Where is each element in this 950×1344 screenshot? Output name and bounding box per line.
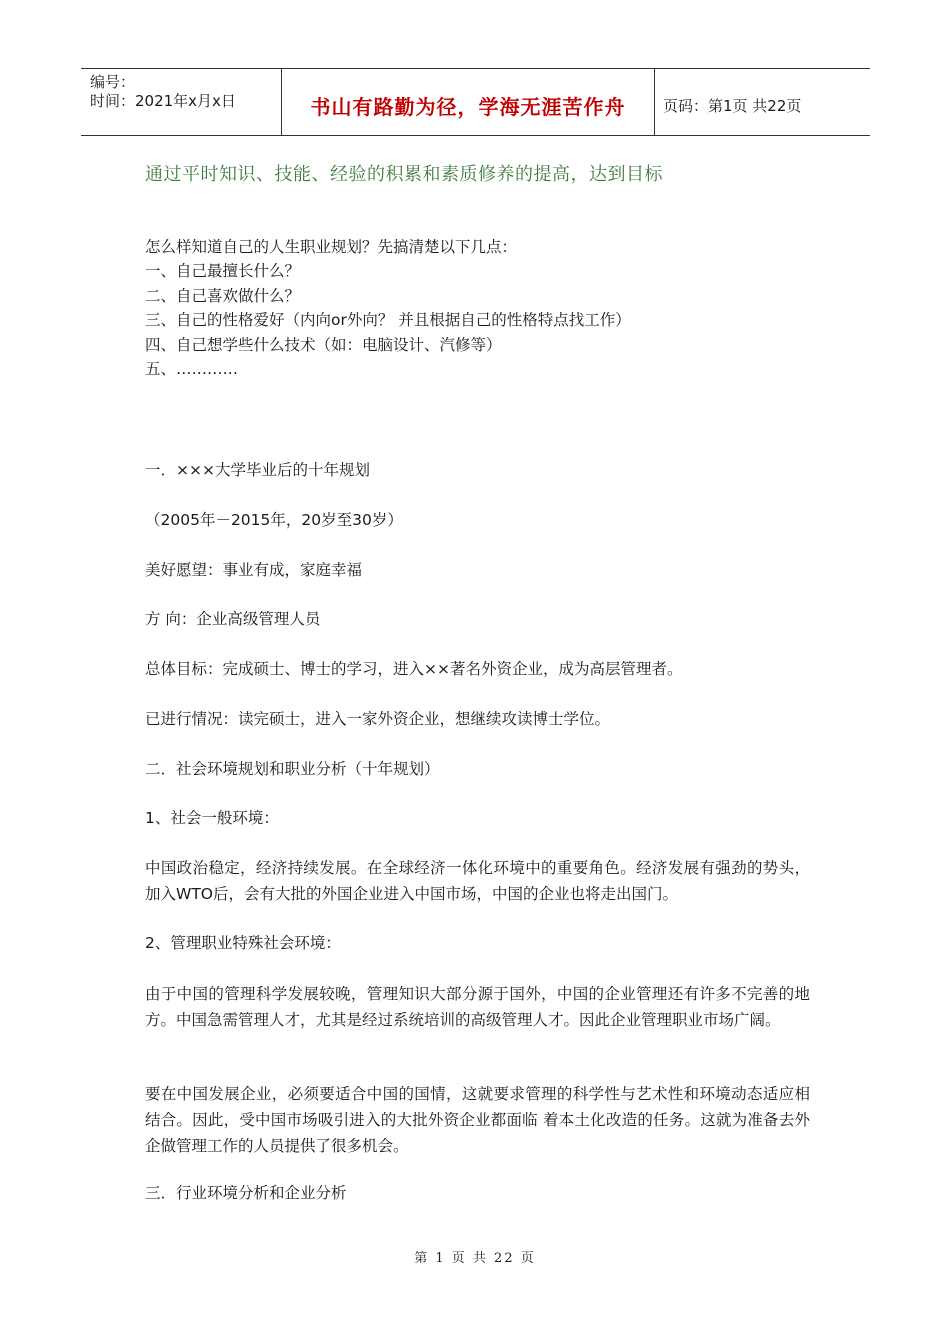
plan-direction: 方 向：企业高级管理人员 xyxy=(145,610,321,628)
intro-item: 一、自己最擅长什么？ xyxy=(145,262,301,280)
paragraph-1: 中国政治稳定，经济持续发展。在全球经济一体化环境中的重要角色。经济发展有强劲的势头，加入WTO后，会有大批的外国企业进入中国市场，中国的企业也将走出国门。 xyxy=(145,859,810,903)
tagline: 通过平时知识、技能、经验的积累和素质修养的提高，达到目标 xyxy=(145,164,663,185)
intro-item: 三、自己的性格爱好（内向or外向？ 并且根据自己的性格特点找工作） xyxy=(145,311,631,329)
paragraph-3: 要在中国发展企业，必须要适合中国的国情，这就要求管理的科学性与艺术性和环境动态适应相结合。因此，受中国市场吸引进入的大批外资企业都面临 着本土化改造的任务。这就为准备去外企做管理工作的人员提供了很多机会。 xyxy=(145,1085,810,1155)
intro-question: 怎么样知道自己的人生职业规划？先搞清楚以下几点： xyxy=(145,238,518,256)
paragraph-2: 由于中国的管理科学发展较晚，管理知识大部分源于国外，中国的企业管理还有许多不完善的地方。中国急需管理人才，尤其是经过系统培训的高级管理人才。因此企业管理职业市场广阔。 xyxy=(145,985,810,1029)
header-page-cell xyxy=(655,69,870,135)
section-heading-1: 一．×××大学毕业后的十年规划 xyxy=(145,461,370,479)
plan-period: （2005年－2015年，20岁至30岁） xyxy=(145,511,403,529)
subheading-2: 2、管理职业特殊社会环境： xyxy=(145,934,341,952)
page-header xyxy=(81,68,870,136)
intro-item: 五、………… xyxy=(145,360,239,378)
subheading-1: 1、社会一般环境： xyxy=(145,809,279,827)
date-label: 时间：2021年x月x日 xyxy=(90,92,236,110)
plan-progress: 已进行情况：读完硕士，进入一家外资企业，想继续攻读博士学位。 xyxy=(145,710,611,728)
section-heading-3: 三．行业环境分析和企业分析 xyxy=(145,1184,347,1202)
plan-wish: 美好愿望：事业有成，家庭幸福 xyxy=(145,561,363,579)
intro-item: 四、自己想学些什么技术（如：电脑设计、汽修等） xyxy=(145,336,502,354)
plan-goal: 总体目标：完成硕士、博士的学习，进入××著名外资企业，成为高层管理者。 xyxy=(145,660,683,678)
header-motto-cell xyxy=(282,69,655,135)
page-footer: 第 1 页 共 22 页 xyxy=(414,1251,536,1266)
motto: 书山有路勤为径，学海无涯苦作舟 xyxy=(310,95,626,119)
page-number-label: 页码：第1页 共22页 xyxy=(663,97,802,115)
header-info-cell xyxy=(81,69,282,135)
number-label: 编号： xyxy=(90,73,136,91)
intro-item: 二、自己喜欢做什么？ xyxy=(145,287,301,305)
section-heading-2: 二．社会环境规划和职业分析（十年规划） xyxy=(145,760,440,778)
